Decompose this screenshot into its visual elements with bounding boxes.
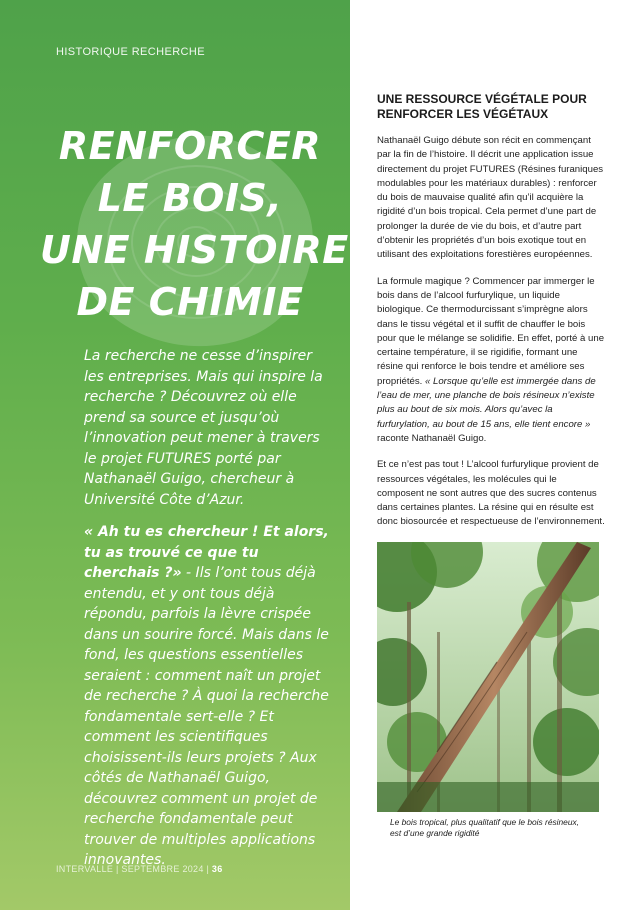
paragraph-2 [377,275,605,447]
title-line: RENFORCER [58,124,322,168]
title-line: LE BOIS, [97,176,283,220]
lead-quote: « Ah tu es chercheur ! Et alors, tu as trouvé ce que tu cherchais ?» [84,524,329,581]
paragraph-2-start: La formule magique ? Commencer par immerger le bois dans de l’alcool furfurylique, un liquide biologique. Ce thermodurcissant s’imprègne alors dans le tissu végétal et il suffit de chauffer le bois pour que le mélange se solidifie. En effet, porté à une certaine température, il se rigidifie, formant une résine qui renforce le bois tendre et améliore ses propriétés. [377,275,605,387]
page-title [40,120,349,328]
paragraph-1: Nathanaël Guigo débute son récit en commençant par la fin de l’histoire. Il décrit une application issue directement du projet FUTURES (Résines furaniques modulables pour les matériaux durables) : renforcer du bois de mauvaise qualité afin qu’il acquière la rigidité d’un bois tropical. Cela permet d’une part de prolonger la durée de vie du bois, et d’autre part d’obtenir les propriétés d’un bois exotique tout en utilisant des exploitations forestières européennes. [377,135,604,261]
lead-after-quote: - Ils l’ont tous déjà entendu, et y ont tous déjà répondu, parfois la lèvre crispée dans un sourire forcé. Mais dans le fond, les questions essentielles seraient : comment naît un projet de recherche ? À quoi la recherche fondamentale sert-elle ? Et comment les scientifiques choisissent-ils leurs projets ? Aux côtés de Nathanaël Guigo, découvrez comment un projet de recherche fondamentale peut trouver de multiples applications innovantes. [84,565,329,868]
section-label: HISTORIQUE RECHERCHE [56,46,205,58]
article-body [377,134,605,530]
forest-photo-illustration [377,542,599,812]
lead-text [84,346,330,883]
lead-intro: La recherche ne cesse d’inspirer les entreprises. Mais qui inspire la recherche ? Découvrez où elle prend sa source et jusqu’où l’innovation peut mener à travers le projet FUTURES porté par Nathanaël Guigo, chercheur à Université Côte d’Azur. [84,348,323,508]
page-number: 36 [211,864,223,874]
title-line: DE CHIMIE [76,280,304,324]
photo-caption: Le bois tropical, plus qualitatif que le bois résineux, est d’une grande rigidité [390,817,580,838]
footer-text: INTERVALLE | SEPTEMBRE 2024 | [56,864,212,874]
article-column [377,92,605,542]
paragraph-3: Et ce n’est pas tout ! L’alcool furfurylique provient de ressources végétales, les molécules qui le composent ne sont autres que des sucres contenus dans certaines plantes. La résine qui en résulte est donc biosourcée et respectueuse de l’environnement. [377,459,605,528]
lead-second-paragraph [84,522,330,871]
paragraph-2-end: raconte Nathanaël Guigo. [377,432,487,444]
title-line: UNE HISTOIRE [40,228,349,272]
section-heading: UNE RESSOURCE VÉGÉTALE POUR RENFORCER LES VÉGÉTAUX [377,92,587,121]
page-footer [56,864,223,874]
paragraph-2-quote: « Lorsque qu’elle est immergée dans de l’eau de mer, une planche de bois résineux n’existe plus au bout de six mois. Alors qu’avec la furfurylation, au bout de 15 ans, elle tient encore » [377,375,596,430]
forest-photo [377,542,599,812]
